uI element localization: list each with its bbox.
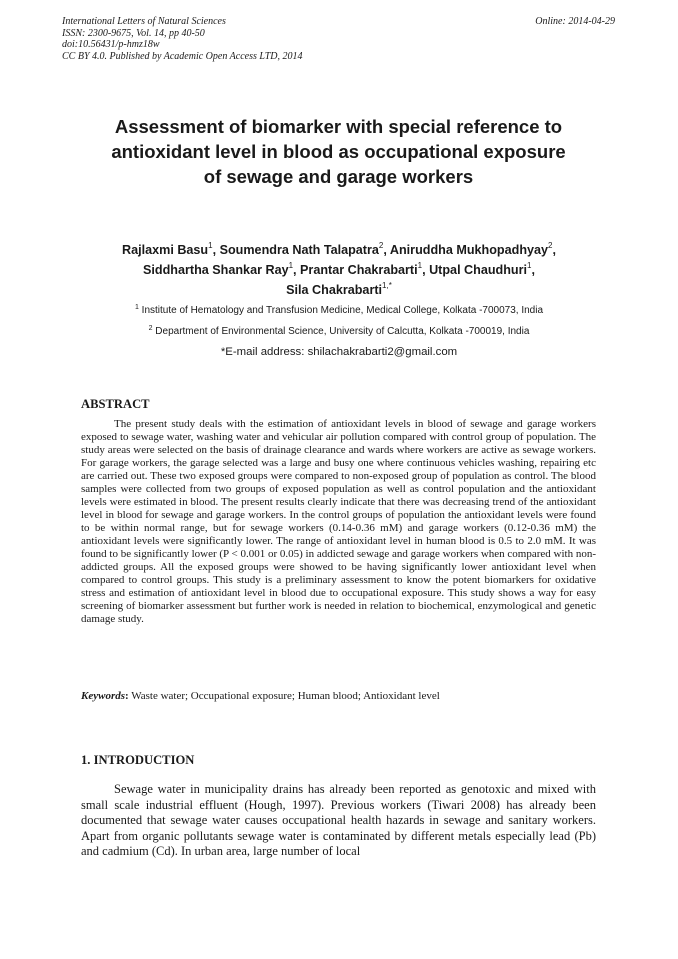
introduction-text: Sewage water in municipality drains has already been reported as genotoxic and mixed with small scale industrial effluent (Hough, 1997). Previous workers (Tiwari 2008) has already been documented that sewage water causes occupational health hazards in sewage and sanitary workers. Apart from organic pollutants sewage water is contaminated by different metals especially lead (Pb) and cadmium (Cd). In urban area, large number of local [81,782,596,859]
affiliation-mark: 2 [148,325,153,332]
keywords-text: Waste water; Occupational exposure; Human blood; Antioxidant level [128,690,440,702]
title-line: Assessment of biomarker with special reference to [114,116,563,137]
author-affiliation-mark: 1,* [382,281,392,290]
author-separator: , [552,243,556,257]
author-name: Aniruddha Mukhopadhyay [389,243,549,257]
author-affiliation-mark: 1 [288,261,294,270]
author-list [40,240,638,300]
author-line [40,280,638,300]
author-affiliation-mark: 1 [417,261,423,270]
author-affiliation-mark: 1 [208,241,213,250]
corresponding-author-mark: * [388,281,392,290]
journal-header [62,16,615,62]
author-affiliation-mark: 2 [548,241,553,250]
affiliation-1 [40,304,638,318]
doi: doi:10.56431/p-hmz18w [62,39,160,50]
title-line: of sewage and garage workers [203,166,474,187]
author-line [40,240,638,260]
paper-title [62,114,615,189]
title-line: antioxidant level in blood as occupational exposure [111,141,566,162]
author-line [40,260,638,280]
author-name: Sila Chakrabarti [286,283,383,297]
abstract-heading: ABSTRACT [81,397,150,411]
author-name: Soumendra Nath Talapatra [219,243,379,257]
introduction-heading: 1. INTRODUCTION [81,753,195,767]
affiliation-text: Department of Environmental Science, University of Calcutta, Kolkata -700019, India [155,326,530,337]
keywords-colon: : [125,690,129,702]
author-affiliation-mark: 2 [378,241,384,250]
affiliation-2 [40,325,638,339]
affiliation-text: Institute of Hematology and Transfusion Medicine, Medical College, Kolkata -700073, India [141,305,544,316]
author-separator: , [531,263,535,277]
license: CC BY 4.0. Published by Academic Open Access LTD, 2014 [62,50,303,62]
keywords [81,690,596,703]
abstract-text: The present study deals with the estimation of antioxidant levels in blood of sewage and garage workers exposed to sewage water, washing water and vehicular air pollution compared with control group of population. The study areas were selected on the basis of drainage clearance and wards where workers are active as sewage workers. For garage workers, the garage selected was a large and busy one where continuous vehicles washing, repairing etc are carried out. These two exposed groups were compared to non-exposed group of population as control. The blood samples were collected from two groups of exposed population as well as control population and the antioxidant levels were estimated in blood. The present results clearly indicate that there was decreasing trend of the antioxidant level in blood for sewage and garage workers. In the control groups of population the antioxidant levels were found to be within normal range, but for sewage workers (0.14-0.36 mM) and garage workers (0.12-0.36 mM) the antioxidant levels were significantly lower. The range of antioxidant level in human blood is 0.5 to 2.0 mM. It was found to be significantly lower (P < 0.001 or 0.05) in addicted sewage and garage workers when compared with non-addicted groups. All the exposed groups were showed to be having significantly lower antioxidant level when compared to control groups. This study is a preliminary assessment to know the potent biomarkers for oxidative stress and estimation of antioxidant level in blood due to occupational exposure. This study shows a way for easy screening of biomarker assessment but further work is needed in relation to biochemical, enzymological and genetic damage study. [81,418,597,625]
author-separator: , [422,263,430,277]
author-separator: , [383,243,390,257]
author-separator: , [212,243,220,257]
keywords-label: Keywords [81,690,125,702]
author-affiliation-mark: 1 [527,261,532,270]
issn: ISSN: 2300-9675, Vol. 14, pp 40-50 [62,27,205,39]
journal-name: International Letters of Natural Sciences [62,16,226,27]
author-name: Utpal Chaudhuri [429,263,528,277]
author-name: Prantar Chakrabarti [300,263,418,277]
affiliation-mark: 1 [134,304,139,311]
author-separator: , [293,263,301,277]
author-name: Rajlaxmi Basu [122,243,209,257]
corresponding-email: *E-mail address: shilachakrabarti2@gmail.com [220,346,458,358]
online-date: Online: 2014-04-29 [535,16,615,27]
author-name: Siddhartha Shankar Ray [143,263,289,277]
